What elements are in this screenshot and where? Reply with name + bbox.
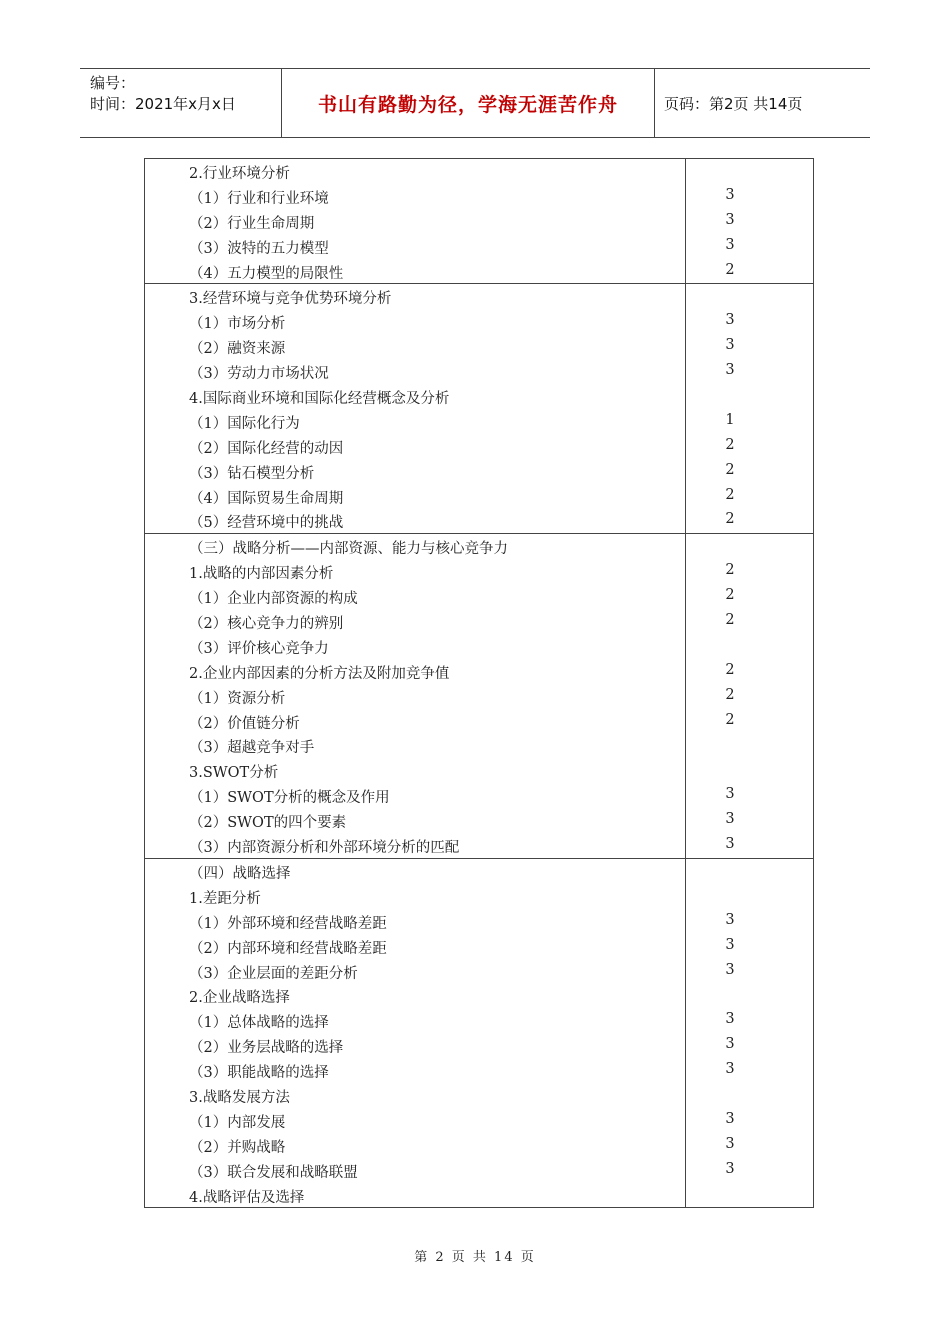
table-row [145,1058,813,1083]
row-hours: 3 [725,1110,735,1127]
row-topic: （1）资源分析 [189,690,286,707]
table-row [145,508,813,533]
table-row [145,359,813,384]
row-topic: （1）外部环境和经营战略差距 [189,915,387,932]
row-hours: 3 [725,1011,735,1028]
page-header [80,68,870,138]
syllabus-table [144,158,814,1208]
table-row [145,859,813,884]
table-row [145,884,813,909]
row-hours: 3 [725,211,735,228]
row-topic: （四）战略选择 [189,865,291,882]
table-row [145,184,813,209]
table-row [145,983,813,1008]
row-hours: 2 [725,686,735,703]
table-row [145,634,813,659]
table-row [145,209,813,234]
table-row [145,434,813,459]
row-topic: （3）波特的五力模型 [189,240,329,257]
table-row [145,584,813,609]
table-row [145,334,813,359]
row-hours: 2 [725,261,735,278]
row-topic: 2.企业战略选择 [189,990,290,1007]
table-row [145,384,813,409]
table-section [145,284,813,534]
row-topic: （2）内部环境和经营战略差距 [189,940,387,957]
row-topic: 4.国际商业环境和国际化经营概念及分析 [189,391,450,408]
row-hours: 3 [725,961,735,978]
table-row [145,1133,813,1158]
table-row [145,758,813,783]
row-topic: 2.企业内部因素的分析方法及附加竞争值 [189,665,450,682]
row-topic: （2）国际化经营的动因 [189,440,344,457]
table-row [145,934,813,959]
row-topic: （4）五力模型的局限性 [189,265,344,282]
table-row [145,259,813,284]
header-meta [80,69,282,137]
row-hours: 2 [725,562,735,579]
table-row [145,609,813,634]
row-topic: （三）战略分析——内部资源、能力与核心竞争力 [189,541,508,558]
row-hours: 3 [725,936,735,953]
row-hours: 3 [725,312,735,329]
table-row [145,1033,813,1058]
table-row [145,1083,813,1108]
row-topic: 3.经营环境与竞争优势环境分析 [189,291,392,308]
number-label: 编号： [90,74,136,92]
time-label: 时间：2021年x月x日 [90,95,236,113]
table-row [145,309,813,334]
table-row [145,709,813,734]
table-row [145,484,813,509]
table-row [145,783,813,808]
row-hours: 3 [725,811,735,828]
row-topic: 3.战略发展方法 [189,1089,290,1106]
row-topic: （3）评价核心竞争力 [189,640,329,657]
row-hours: 3 [725,337,735,354]
table-row [145,808,813,833]
table-row [145,659,813,684]
table-row [145,909,813,934]
row-topic: （3）内部资源分析和外部环境分析的匹配 [189,840,460,857]
row-topic: （5）经营环境中的挑战 [189,515,344,532]
row-topic: （3）钻石模型分析 [189,465,315,482]
row-topic: （1）SWOT分析的概念及作用 [189,790,390,807]
row-hours: 3 [725,1160,735,1177]
table-row [145,1183,813,1208]
header-page-info: 页码：第2页 共14页 [664,94,803,113]
row-hours: 2 [725,612,735,629]
table-row [145,733,813,758]
table-row [145,234,813,259]
table-row [145,409,813,434]
row-hours: 2 [725,587,735,604]
row-hours: 3 [725,786,735,803]
row-hours: 2 [725,436,735,453]
table-row [145,959,813,984]
table-row [145,1108,813,1133]
row-topic: （3）联合发展和战略联盟 [189,1164,358,1181]
row-hours: 2 [725,486,735,503]
table-row [145,159,813,184]
row-topic: （2）行业生命周期 [189,215,315,232]
row-topic: （2）SWOT的四个要素 [189,815,347,832]
row-topic: （1）国际化行为 [189,415,300,432]
table-row [145,459,813,484]
table-section [145,534,813,859]
row-topic: （1）总体战略的选择 [189,1015,329,1032]
row-topic: （2）融资来源 [189,341,286,358]
row-topic: （4）国际贸易生命周期 [189,490,344,507]
row-topic: （3）劳动力市场状况 [189,366,329,383]
table-row [145,1008,813,1033]
table-row [145,534,813,559]
row-hours: 3 [725,1061,735,1078]
row-topic: （2）业务层战略的选择 [189,1040,344,1057]
row-topic: （2）并购战略 [189,1139,286,1156]
row-topic: （3）职能战略的选择 [189,1065,329,1082]
row-hours: 3 [725,1036,735,1053]
row-topic: （2）核心竞争力的辨别 [189,616,344,633]
row-topic: 2.行业环境分析 [189,166,290,182]
row-hours: 1 [725,411,735,428]
row-topic: （2）价值链分析 [189,715,300,732]
row-topic: （1）市场分析 [189,316,286,333]
row-hours: 3 [725,836,735,853]
table-row [145,284,813,309]
row-hours: 3 [725,362,735,379]
table-row [145,833,813,858]
row-hours: 2 [725,661,735,678]
table-row [145,684,813,709]
table-row [145,1158,813,1183]
row-topic: 1.战略的内部因素分析 [189,566,334,583]
table-section [145,159,813,284]
row-topic: （1）内部发展 [189,1114,286,1131]
row-topic: （1）企业内部资源的构成 [189,591,358,608]
row-topic: 4.战略评估及选择 [189,1189,305,1206]
row-topic: （1）行业和行业环境 [189,190,329,207]
table-row [145,559,813,584]
row-topic: 3.SWOT分析 [189,765,279,782]
table-section [145,859,813,1208]
row-topic: （3）企业层面的差距分析 [189,965,358,982]
row-hours: 2 [725,711,735,728]
row-hours: 3 [725,186,735,203]
header-motto: 书山有路勤为径，学海无涯苦作舟 [317,93,618,116]
row-topic: （3）超越竞争对手 [189,740,315,757]
row-hours: 3 [725,236,735,253]
header-motto-cell [282,69,655,137]
row-hours: 2 [725,461,735,478]
row-hours: 2 [725,511,735,528]
row-hours: 3 [725,1135,735,1152]
row-topic: 1.差距分析 [189,890,261,907]
page-footer: 第 2 页 共 14 页 [414,1250,536,1265]
row-hours: 3 [725,911,735,928]
